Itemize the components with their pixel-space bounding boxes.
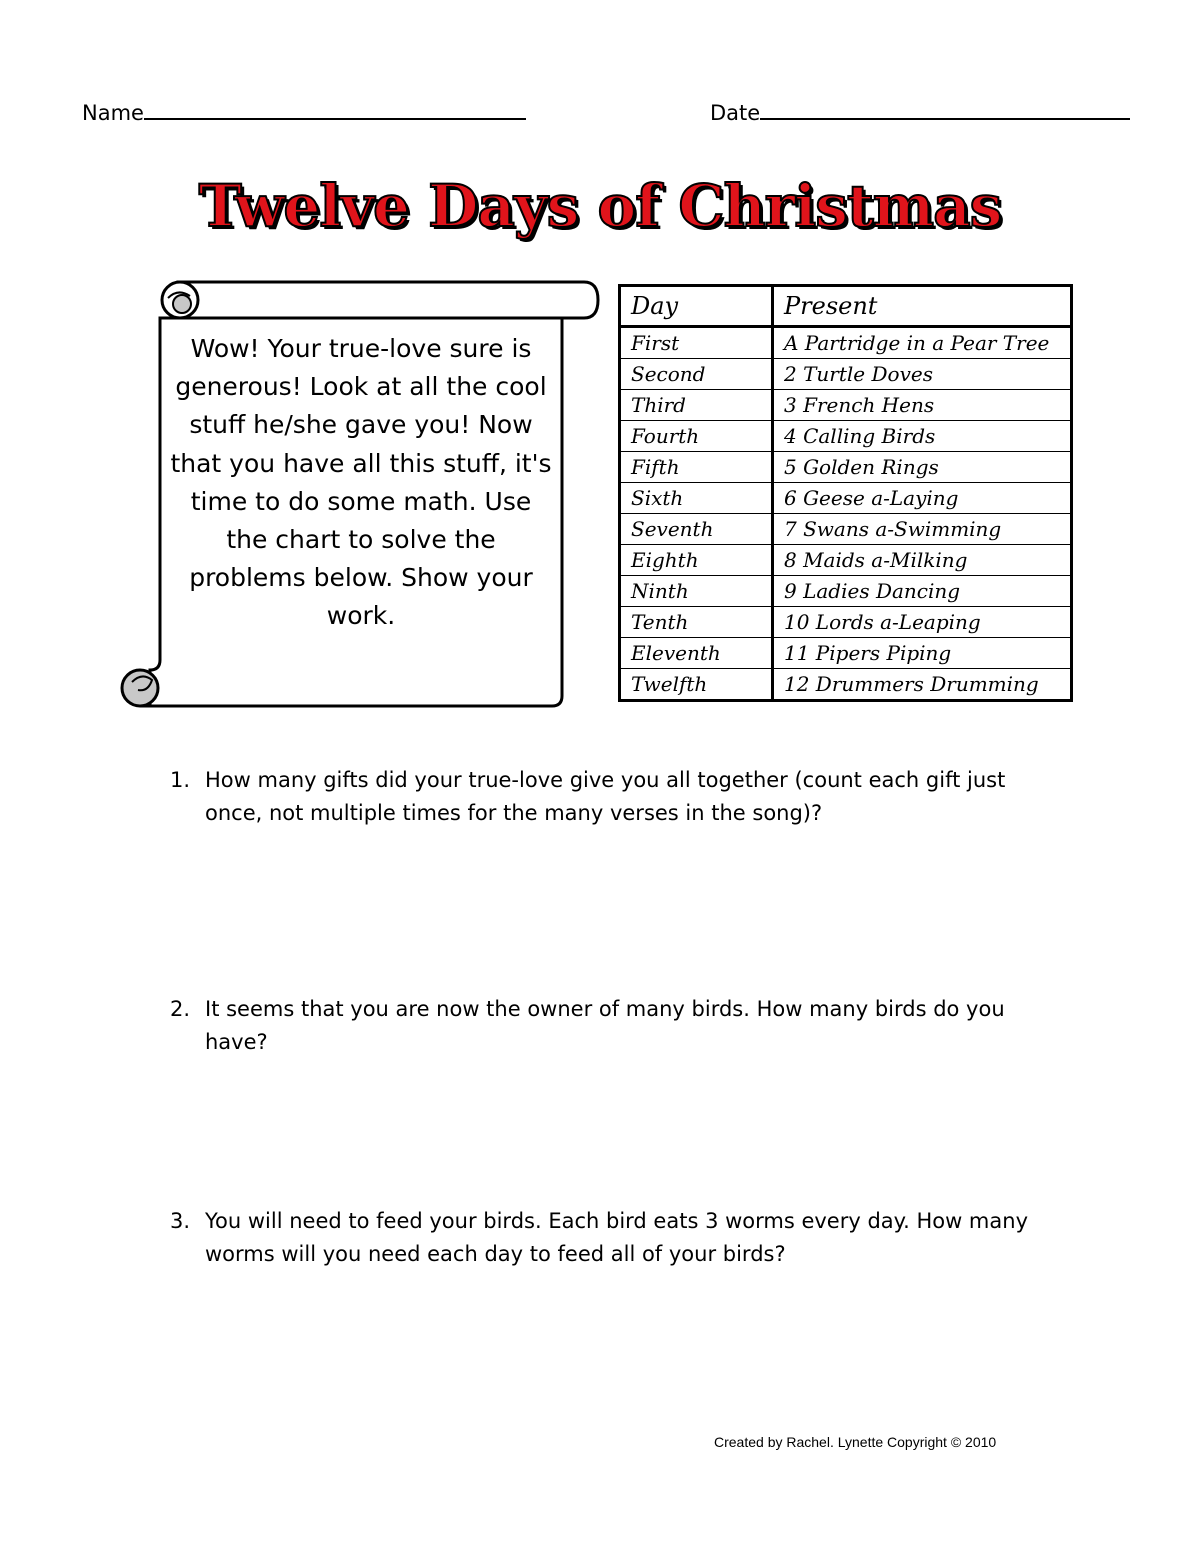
question-number: 2. — [170, 997, 191, 1021]
copyright-footer: Created by Rachel. Lynette Copyright © 2010 — [714, 1434, 997, 1450]
table-row — [620, 359, 1072, 390]
day-cell: Twelfth — [620, 669, 773, 701]
date-field[interactable] — [710, 96, 1130, 125]
question-3 — [170, 1205, 1030, 1270]
table-row — [620, 545, 1072, 576]
present-cell: 4 Calling Birds — [773, 421, 1072, 452]
table-row — [620, 421, 1072, 452]
day-cell: Sixth — [620, 483, 773, 514]
name-label: Name — [82, 101, 144, 125]
date-label: Date — [710, 101, 761, 125]
scroll-message: Wow! Your true-love sure is generous! Look at all the cool stuff he/she gave you! Now that you have all this stuff, it's time to do some math. Use the chart to solve the problems below. Show your work. — [170, 334, 552, 631]
question-1 — [170, 764, 1030, 829]
day-cell: Seventh — [620, 514, 773, 545]
table-row — [620, 607, 1072, 638]
present-cell: 3 French Hens — [773, 390, 1072, 421]
present-cell: 10 Lords a-Leaping — [773, 607, 1072, 638]
question-2 — [170, 993, 1030, 1058]
present-cell: A Partridge in a Pear Tree — [773, 327, 1072, 359]
question-text: You will need to feed your birds. Each bird eats 3 worms every day. How many worms will you need each day to feed all of your birds? — [205, 1209, 1028, 1266]
present-cell: 9 Ladies Dancing — [773, 576, 1072, 607]
name-field[interactable] — [82, 96, 526, 125]
table-row — [620, 638, 1072, 669]
present-cell: 8 Maids a-Milking — [773, 545, 1072, 576]
name-blank[interactable] — [144, 96, 526, 120]
day-cell: First — [620, 327, 773, 359]
date-blank[interactable] — [760, 96, 1130, 120]
day-cell: Third — [620, 390, 773, 421]
day-cell: Second — [620, 359, 773, 390]
present-cell: 6 Geese a-Laying — [773, 483, 1072, 514]
table-row — [620, 327, 1072, 359]
table-header-present: Present — [773, 286, 1072, 327]
question-number: 1. — [170, 768, 191, 792]
question-text: How many gifts did your true-love give you all together (count each gift just once, not multiple times for the many verses in the song)? — [205, 768, 1006, 825]
day-cell: Ninth — [620, 576, 773, 607]
table-row — [620, 483, 1072, 514]
present-cell: 7 Swans a-Swimming — [773, 514, 1072, 545]
table-row — [620, 514, 1072, 545]
page-title: Twelve Days of Christmas — [198, 172, 1002, 240]
table-row — [620, 452, 1072, 483]
present-cell: 5 Golden Rings — [773, 452, 1072, 483]
question-number: 3. — [170, 1209, 191, 1233]
table-row — [620, 576, 1072, 607]
table-header-row — [620, 286, 1072, 327]
present-cell: 2 Turtle Doves — [773, 359, 1072, 390]
present-cell: 12 Drummers Drumming — [773, 669, 1072, 701]
table-header-day: Day — [620, 286, 773, 327]
day-cell: Fourth — [620, 421, 773, 452]
table-row — [620, 390, 1072, 421]
day-cell: Fifth — [620, 452, 773, 483]
question-text: It seems that you are now the owner of many birds. How many birds do you have? — [205, 997, 1005, 1054]
gift-table — [618, 284, 1073, 702]
table-row — [620, 669, 1072, 701]
day-cell: Eighth — [620, 545, 773, 576]
present-cell: 11 Pipers Piping — [773, 638, 1072, 669]
day-cell: Tenth — [620, 607, 773, 638]
day-cell: Eleventh — [620, 638, 773, 669]
